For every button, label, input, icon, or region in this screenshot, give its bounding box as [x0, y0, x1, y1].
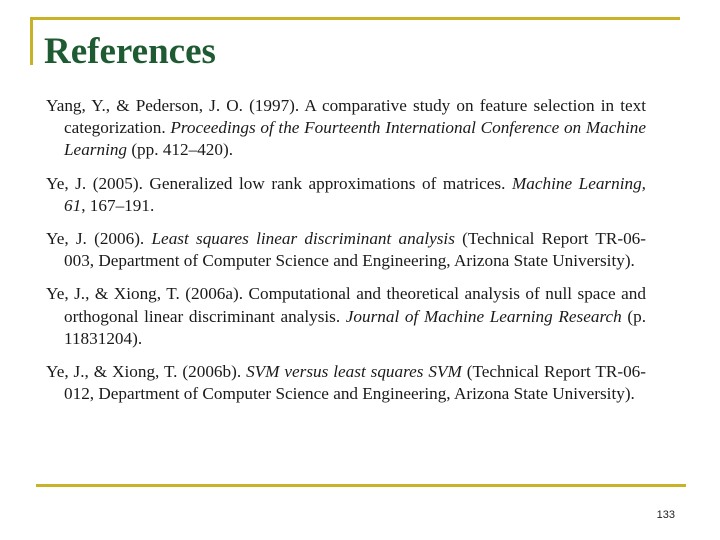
bottom-border-line: [36, 484, 686, 487]
reference-item: [46, 228, 646, 272]
reference-text: Yang, Y., & Pederson, J. O. (1997). A comparative study on feature selection in text categorization.: [46, 96, 646, 138]
reference-list: [46, 95, 646, 405]
reference-item: [46, 361, 646, 405]
reference-text: Ye, J., & Xiong, T. (2006a). Computational and theoretical analysis of null space and orthogonal linear discriminant analysis.: [46, 284, 646, 326]
reference-details: (Technical Report TR-06-003, Department of Computer Science and Engineering, Arizona State University).: [64, 229, 646, 271]
reference-text: Ye, J., & Xiong, T. (2006b).: [46, 362, 247, 382]
reference-details: , 167–191.: [81, 195, 155, 215]
reference-venue: SVM versus least squares SVM: [246, 362, 462, 382]
reference-details: (p. 11831204).: [64, 306, 646, 348]
reference-details: (pp. 412–420).: [127, 140, 234, 160]
reference-text: Ye, J. (2005). Generalized low rank approximations of matrices.: [46, 173, 512, 193]
reference-item: [46, 283, 646, 350]
reference-venue: Least squares linear discriminant analysis: [151, 229, 455, 249]
page-number: 133: [656, 509, 675, 521]
top-border-line: [30, 17, 680, 20]
reference-text: Ye, J. (2006).: [46, 229, 152, 249]
reference-details: (Technical Report TR-06-012, Department of Computer Science and Engineering, Arizona State University).: [64, 362, 646, 404]
reference-item: [46, 95, 646, 162]
slide-title: References: [44, 31, 216, 72]
reference-venue: Journal of Machine Learning Research: [345, 306, 622, 326]
reference-venue: Proceedings of the Fourteenth International Conference on Machine Learning: [64, 118, 646, 160]
reference-item: [46, 173, 646, 217]
reference-venue: Machine Learning, 61: [64, 173, 646, 215]
left-border-line: [30, 17, 33, 65]
